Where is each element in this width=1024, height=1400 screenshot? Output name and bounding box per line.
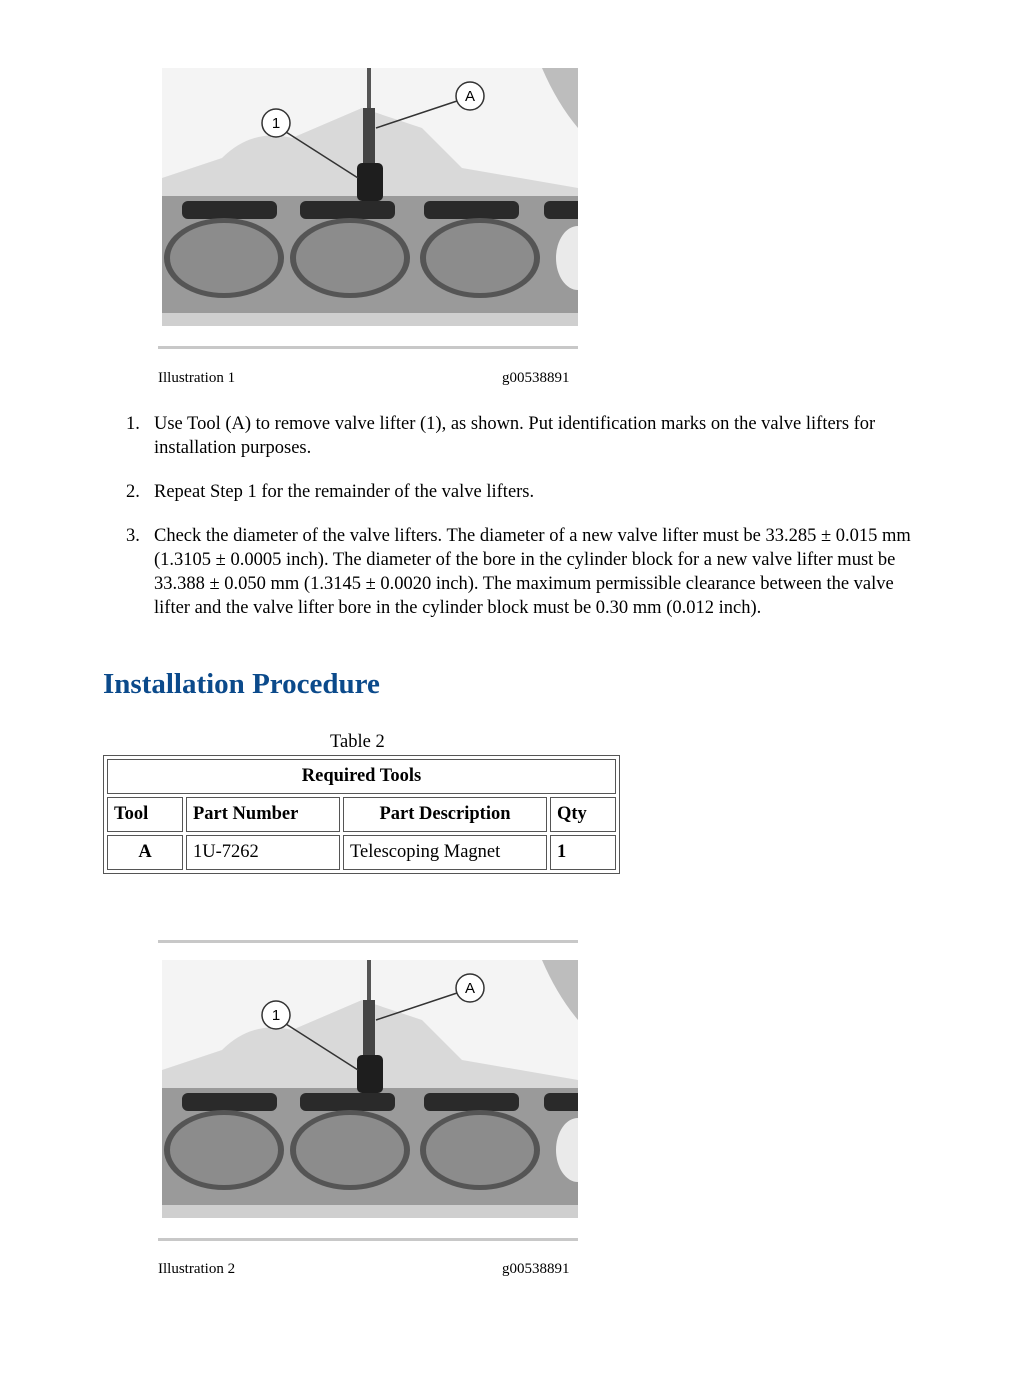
cell-qty: 1 <box>550 835 616 870</box>
column-header-part-number: Part Number <box>186 797 340 832</box>
callout-a-label: A <box>464 980 476 997</box>
illustration-2-photo <box>162 960 578 1218</box>
illustration-1-caption: Illustration 1 <box>158 370 236 386</box>
callout-1-label: 1 <box>271 1007 281 1024</box>
illustration-2-graphic-id: g00538891 <box>502 1261 570 1277</box>
engine-block-drawing <box>162 960 578 1218</box>
list-item <box>106 524 912 620</box>
illustration-2-top-rule <box>158 940 578 943</box>
step-text: Use Tool (A) to remove valve lifter (1), as shown. Put identification marks on the valve lifters for installation purposes. <box>154 414 876 458</box>
cell-part-description: Telescoping Magnet <box>343 835 547 870</box>
cell-tool: A <box>107 835 183 870</box>
illustration-1-rule <box>158 346 578 349</box>
engine-block-drawing <box>162 68 578 326</box>
illustration-1-graphic-id: g00538891 <box>502 370 570 386</box>
list-item <box>106 412 912 460</box>
illustration-2-rule <box>158 1238 578 1241</box>
illustration-1-photo <box>162 68 578 326</box>
step-number: 1. <box>126 414 140 434</box>
removal-steps-list <box>106 412 912 640</box>
step-number: 3. <box>126 526 140 546</box>
required-tools-table <box>103 755 620 874</box>
callout-1-label: 1 <box>271 115 281 132</box>
column-header-part-description: Part Description <box>343 797 547 832</box>
column-header-tool: Tool <box>107 797 183 832</box>
table-row <box>107 835 616 870</box>
illustration-2-caption: Illustration 2 <box>158 1261 236 1277</box>
table-title: Required Tools <box>107 759 616 794</box>
callout-a-label: A <box>464 88 476 105</box>
list-item <box>106 480 912 504</box>
step-text: Check the diameter of the valve lifters. The diameter of a new valve lifter must be 33.285 ± 0.015 mm (1.3105 ± 0.0005 inch). The diameter of the bore in the cylinder block for a new valve lifter must be 33.388 ± 0.050 mm (1.3145 ± 0.0020 inch). The maximum permissible clearance between the valve lifter and the valve lifter bore in the cylinder block must be 0.30 mm (0.012 inch). <box>154 526 911 618</box>
step-text: Repeat Step 1 for the remainder of the valve lifters. <box>154 482 535 502</box>
column-header-qty: Qty <box>550 797 616 832</box>
cell-part-number: 1U-7262 <box>186 835 340 870</box>
section-heading: Installation Procedure <box>103 668 380 700</box>
table-caption: Table 2 <box>330 732 385 752</box>
step-number: 2. <box>126 482 140 502</box>
